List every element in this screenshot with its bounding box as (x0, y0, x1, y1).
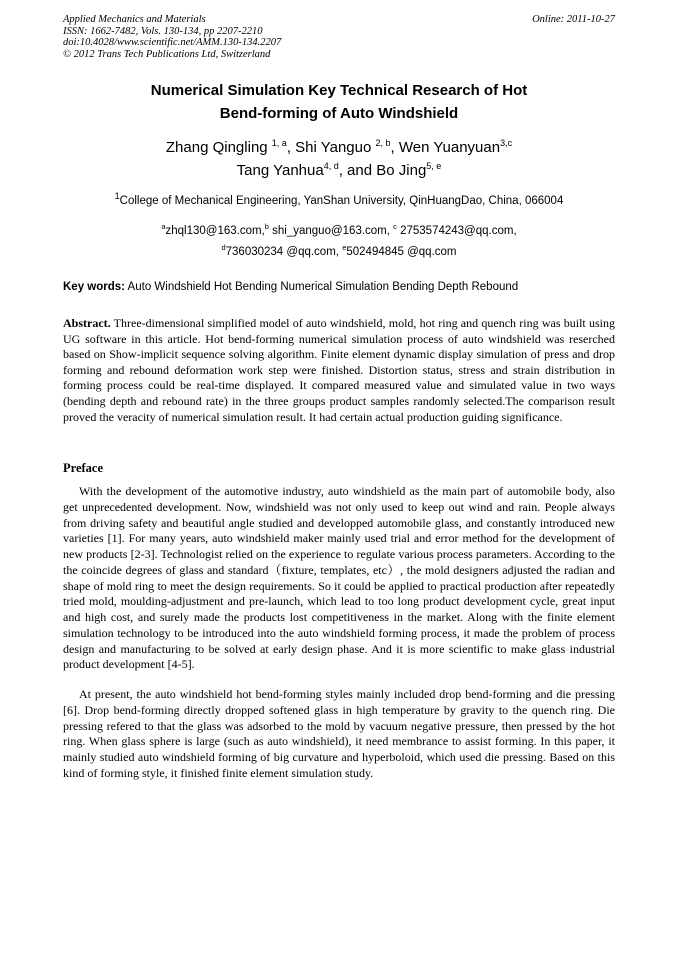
email-address[interactable]: 736030234 @qq.com, (225, 246, 343, 258)
journal-header (63, 14, 615, 60)
author-list (40, 136, 638, 182)
author-name: Zhang Qingling (165, 139, 268, 156)
online-date: Online: 2011-10-27 (532, 14, 615, 25)
abstract-text: Three-dimensional simplified model of auto windshield, mold, hot ring and quench ring was built using UG software in this article. Hot bend-forming numerical simulation process of auto windshield was reserched based on Show-implicit sequence solving algorithm. Finite element dynamic display simulation of press and drop forming and rebound deformation work step were finished. Distortion status, stress and strain distribution in forming process could be real-time displayed. It compared measured value and simulated value in two ways (bending depth and rebound rate) in the three groups product samples randomly selected.The comparison result proved the veracity of numerical simulation result. It had certain actual production guiding significance. (63, 316, 615, 424)
author-separator: , and (338, 162, 377, 179)
author-superscript: 4, d (323, 161, 339, 171)
author-row-1 (40, 136, 638, 159)
author-superscript: 2, b (375, 138, 391, 148)
email-list (40, 221, 638, 263)
author-name: Shi Yanguo (295, 139, 372, 156)
email-row-1 (40, 221, 638, 242)
keywords-text: Auto Windshield Hot Bending Numerical Simulation Bending Depth Rebound (125, 281, 519, 293)
section-heading-preface: Preface (63, 461, 104, 475)
email-superscript: c (393, 222, 397, 232)
author-separator: , (390, 139, 399, 156)
journal-doi: doi:10.4028/www.scientific.net/AMM.130-134.2207 (63, 37, 282, 48)
affiliation-superscript: 1 (114, 191, 120, 202)
email-address[interactable]: 502494845 @qq.com (346, 246, 457, 258)
author-name: Tang Yanhua (236, 162, 324, 179)
preface-paragraph-2: At present, the auto windshield hot bend-forming styles mainly included drop bend-forming and die pressing [6]. Drop bend-forming directly dropped softened glass in high temperature by gravity to the quench ring. Die pressing refered to that the glass was adsorbed to the mold by vacuum negative pressure, then pressed by the hot ring. When glass sphere is large (such as auto windshield), it need membrance to assist forming. In this paper, it mainly studied auto windshield forming of big curvature and hyperboloid, which used die pressing. Based on this kind of forming style, it finished finite element simulation study. (63, 687, 615, 780)
email-address[interactable]: shi_yanguo@163.com, (268, 225, 394, 237)
author-superscript: 1, a (271, 138, 287, 148)
email-superscript: e (342, 243, 347, 253)
email-row-2 (40, 242, 638, 263)
author-name: Wen Yuanyuan (398, 139, 501, 156)
title-line-2: Bend-forming of Auto Windshield (219, 105, 459, 122)
author-row-2 (40, 159, 638, 182)
author-name: Bo Jing (376, 162, 427, 179)
paper-title (70, 79, 608, 125)
author-separator: , (286, 139, 296, 156)
journal-name: Applied Mechanics and Materials (63, 14, 206, 25)
email-superscript: a (161, 222, 166, 232)
email-superscript: d (221, 243, 226, 253)
journal-issn: ISSN: 1662-7482, Vols. 130-134, pp 2207-2210 (63, 25, 263, 37)
affiliation-text: College of Mechanical Engineering, YanShan University, QinHuangDao, China, 066004 (119, 195, 564, 207)
author-superscript: 3,c (500, 138, 513, 148)
keywords-label: Key words: (63, 281, 125, 293)
keywords (63, 280, 615, 294)
preface-paragraph-1: With the development of the automotive industry, auto windshield as the main part of automobile body, also get unprecedented development. Now, windshield was not only used to keep out wind and rain. People always from driving safety and beautiful angle studied and developped automobile glass, and constantly introduced new varieties [1]. For many years, auto windshield maker mainly used trial and error method for the development of new products [2-3]. Technologist relied on the experience to regulate various process parameters. According to the the coincide degrees of glass and standard（fixture, templates, etc）, the mold designers adjusted the radian and shape of mold ring to meet the design requirements. So it could be applied to practical production after repeatedly tried mold, moulding-adjustment and pre-launch, which lead to too long product development cycle, great input and high cost, and surely made the products lost competitiveness in the market. Along with the finite element simulation technology to be introduced into the auto windshield forming process, it made the problem of process design and manufacturing to be solved at early design phase. And it is more scientific to make glass industrial product development [4-5]. (63, 484, 615, 672)
email-address[interactable]: zhql130@163.com, (165, 225, 265, 237)
email-address[interactable]: 2753574243@qq.com, (396, 225, 517, 237)
affiliation (40, 191, 638, 208)
abstract (63, 316, 615, 425)
abstract-label: Abstract. (63, 316, 111, 330)
title-line-1: Numerical Simulation Key Technical Research of Hot (150, 82, 528, 99)
email-superscript: b (264, 222, 269, 232)
author-superscript: 5, e (426, 161, 442, 171)
journal-copyright: © 2012 Trans Tech Publications Ltd, Switzerland (63, 48, 271, 60)
